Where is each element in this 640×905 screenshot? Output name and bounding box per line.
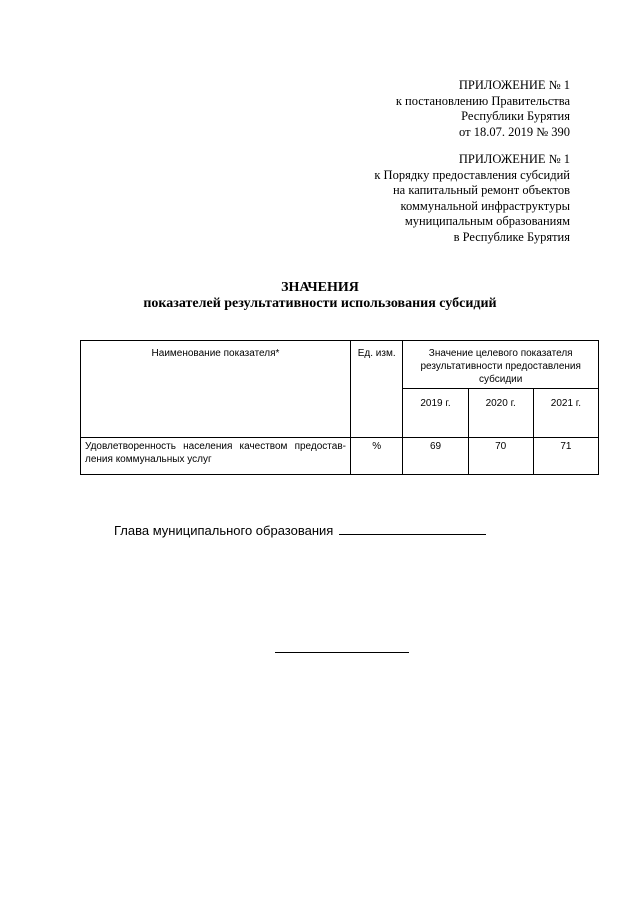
header-year: 2020 г. xyxy=(468,389,533,438)
table-header-row xyxy=(81,341,599,389)
row-unit: % xyxy=(350,438,402,475)
document-title: ЗНАЧЕНИЯ xyxy=(281,280,359,295)
appendix-2-line: коммунальной инфраструктуры xyxy=(400,198,570,213)
end-divider xyxy=(275,652,409,653)
signature-block xyxy=(114,522,486,539)
header-target-value: Значение целевого показателя результативности предоставления субсидии xyxy=(403,341,599,389)
header-indicator-name: Наименование показателя* xyxy=(81,341,351,438)
appendix-1-header xyxy=(396,78,570,140)
appendix-2-line: к Порядку предоставления субсидий xyxy=(374,167,570,182)
appendix-2-line: на капитальный ремонт объектов xyxy=(392,183,570,197)
signature-line xyxy=(339,522,486,535)
header-year: 2019 г. xyxy=(403,389,468,438)
appendix-2-line: муниципальным образованиям xyxy=(404,214,570,228)
appendix-2-line: ПРИЛОЖЕНИЕ № 1 xyxy=(458,152,570,166)
signature-label: Глава муниципального образования xyxy=(114,523,334,538)
appendix-1-line: к постановлению Правительства xyxy=(395,93,570,108)
row-indicator-name: Удовлетворенность населения качеством предостав-ления коммунальных услуг xyxy=(81,438,351,475)
row-value: 69 xyxy=(403,438,468,475)
header-unit: Ед. изм. xyxy=(350,341,402,438)
appendix-1-line: Республики Бурятия xyxy=(461,109,570,123)
row-value: 70 xyxy=(468,438,533,475)
indicators-table xyxy=(80,340,599,475)
appendix-2-header xyxy=(374,152,570,245)
appendix-1-line: от 18.07. 2019 № 390 xyxy=(459,124,570,139)
header-year: 2021 г. xyxy=(533,389,598,438)
row-value: 71 xyxy=(533,438,598,475)
table-row xyxy=(81,438,599,475)
appendix-1-line: ПРИЛОЖЕНИЕ № 1 xyxy=(458,78,570,92)
document-subtitle: показателей результативности использования субсидий xyxy=(143,296,497,311)
appendix-2-line: в Республике Бурятия xyxy=(453,229,570,244)
